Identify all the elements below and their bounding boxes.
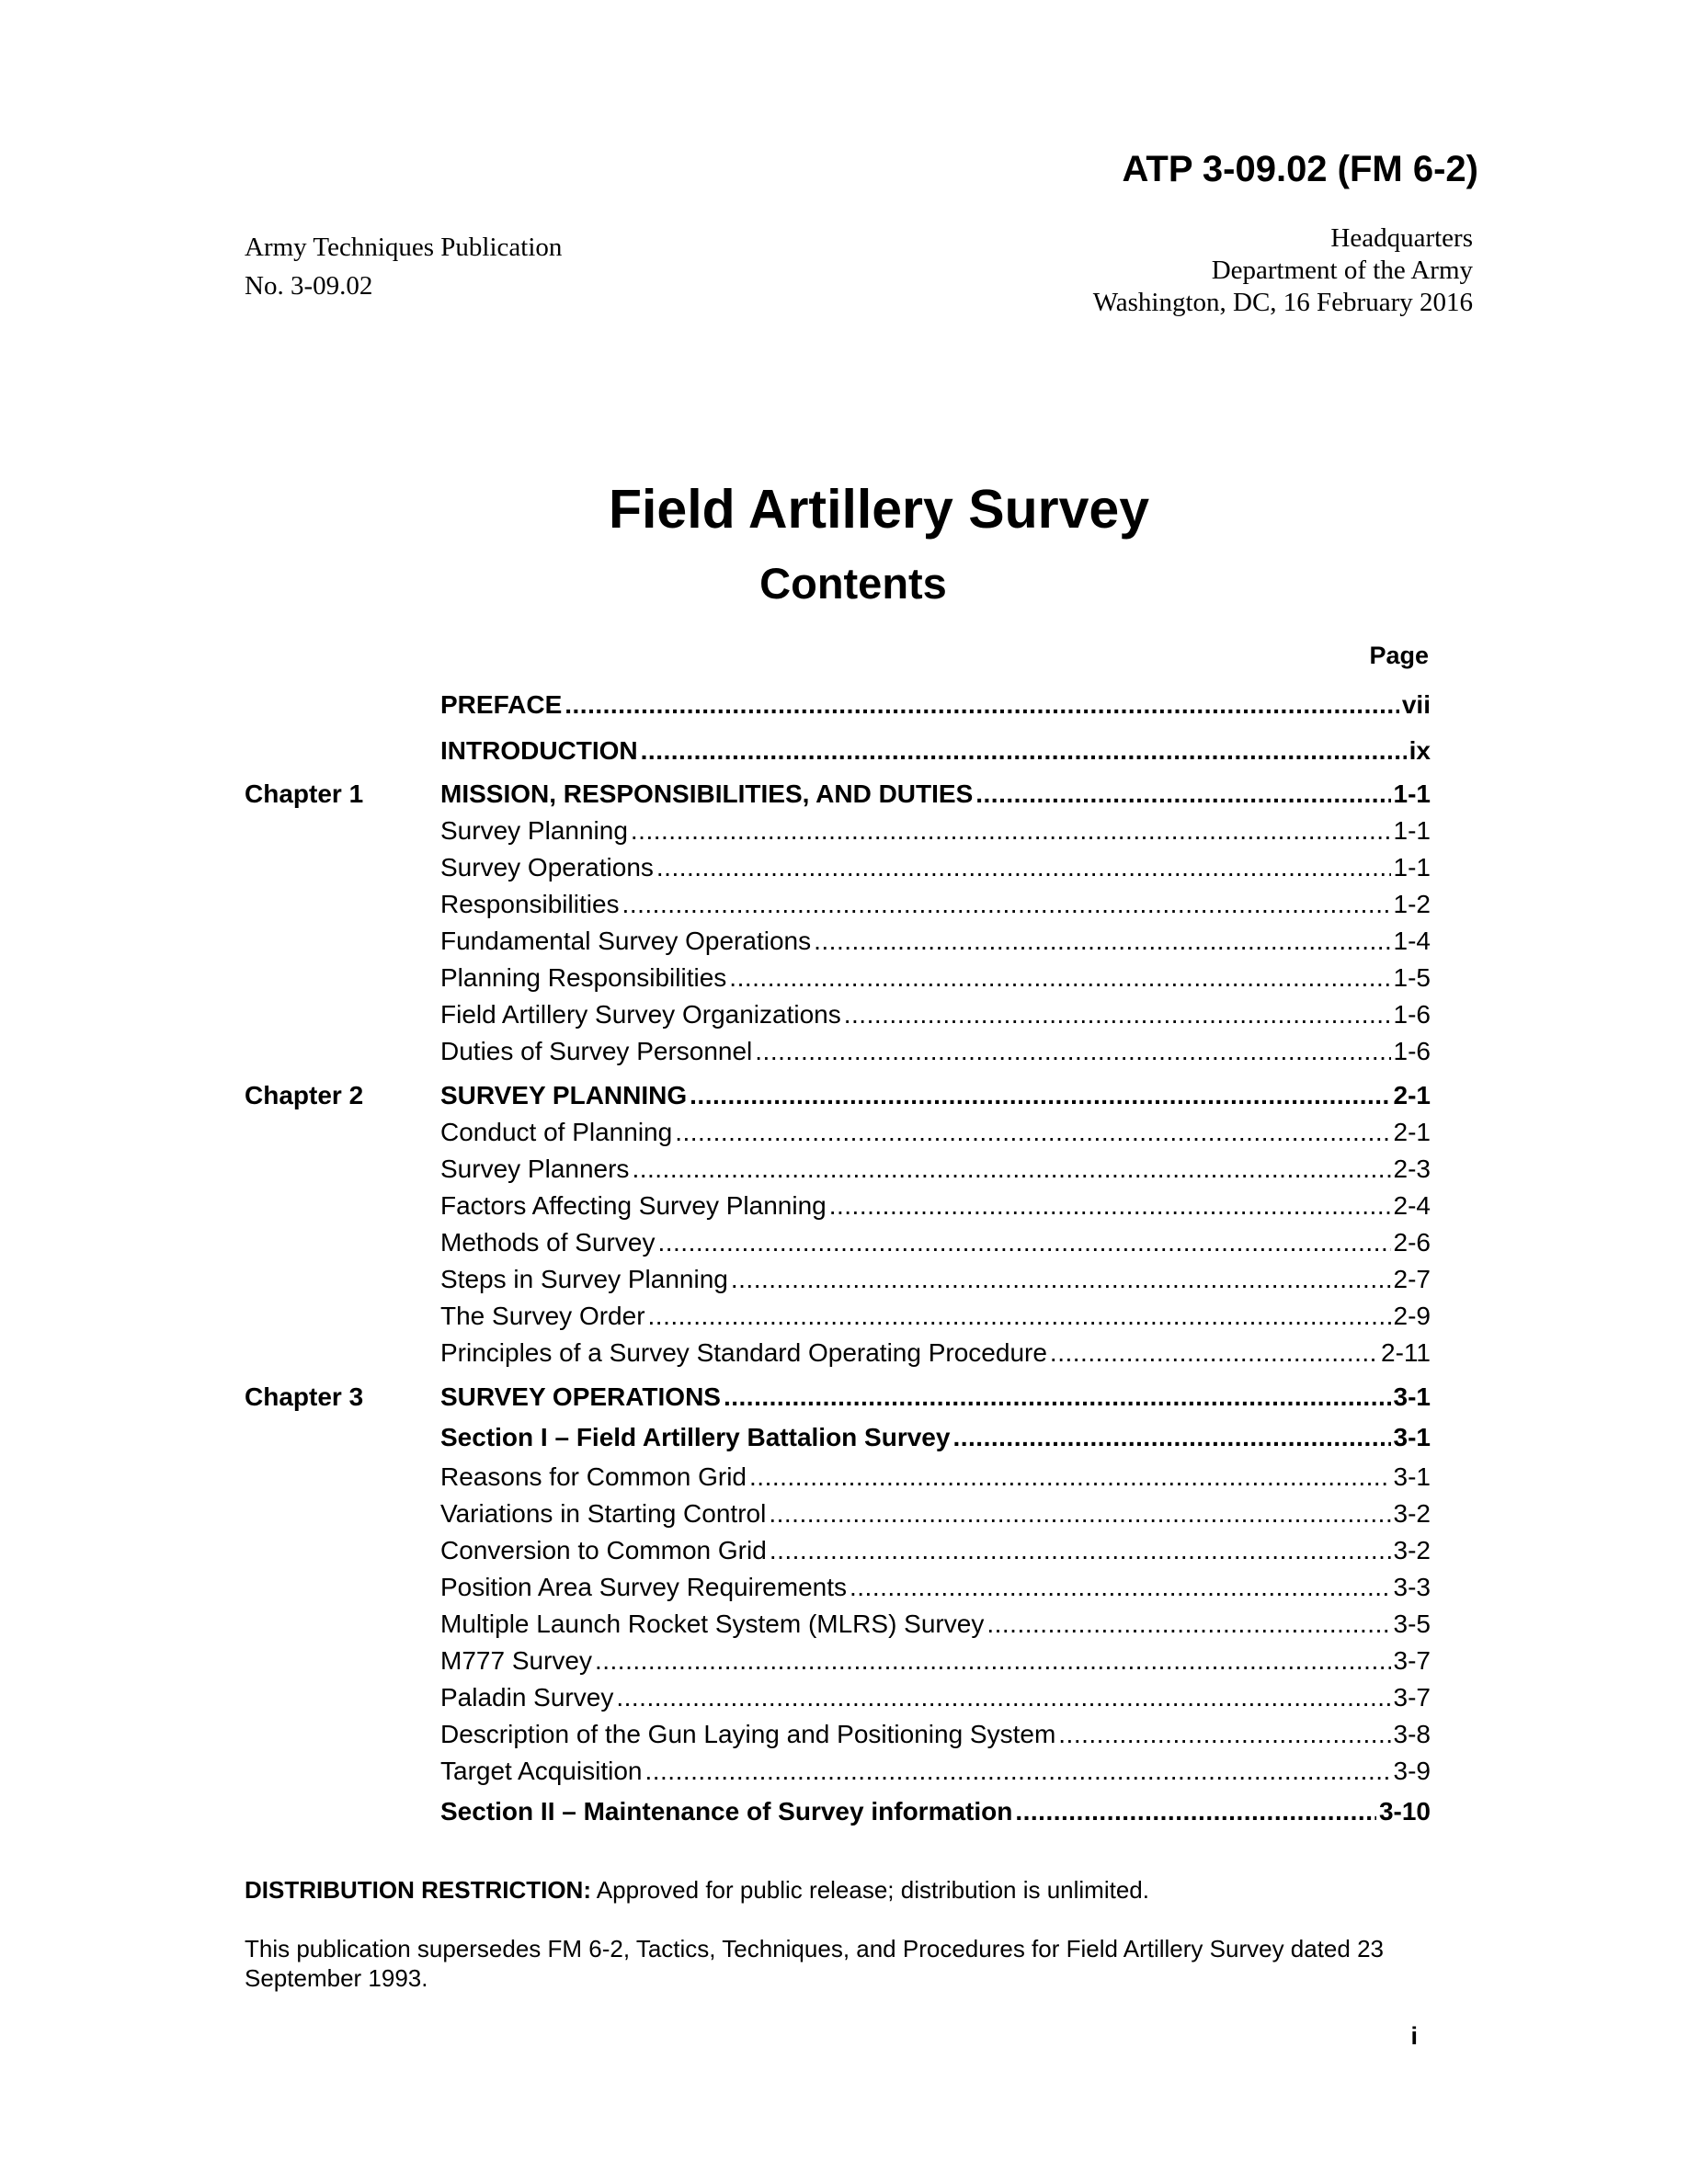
toc-leader <box>755 1033 1390 1070</box>
toc-entry-title: MISSION, RESPONSIBILITIES, AND DUTIES <box>440 779 974 808</box>
toc-entry-title: Principles of a Survey Standard Operating Procedure <box>440 1338 1047 1367</box>
headquarters-line: Headquarters <box>1330 223 1473 253</box>
toc-leader <box>749 1459 1391 1496</box>
toc-entry-page: 2-11 <box>1381 1338 1431 1367</box>
toc-leader <box>724 1379 1391 1416</box>
toc-leader <box>565 682 1399 728</box>
toc-entry[interactable] <box>440 1753 1431 1790</box>
toc-entry[interactable] <box>440 1532 1431 1569</box>
toc-entry-page: 3-7 <box>1393 1683 1431 1712</box>
department-line: Department of the Army <box>1211 256 1473 285</box>
toc-leader <box>631 813 1391 849</box>
toc-entry-title: Description of the Gun Laying and Positioning System <box>440 1720 1056 1748</box>
location-date-line: Washington, DC, 16 February 2016 <box>1092 288 1473 317</box>
toc-entry-title: Survey Planners <box>440 1155 630 1183</box>
toc-entry-page: 3-1 <box>1393 1382 1431 1411</box>
toc-entry-title: Target Acquisition <box>440 1757 643 1785</box>
toc-entry-title: Survey Operations <box>440 853 654 882</box>
toc-entry[interactable] <box>440 1606 1431 1643</box>
toc-leader <box>622 886 1391 923</box>
toc-entry-title: Survey Planning <box>440 816 628 845</box>
toc-entry-title: Multiple Launch Rocket System (MLRS) Survey <box>440 1610 985 1638</box>
toc-entry-page: 3-2 <box>1393 1536 1431 1564</box>
toc-leader <box>829 1188 1391 1224</box>
toc-leader <box>675 1114 1390 1151</box>
toc-entry-page: 3-5 <box>1393 1610 1431 1638</box>
toc-entry-page: 3-3 <box>1393 1573 1431 1601</box>
toc-leader <box>952 1416 1390 1459</box>
toc-entry[interactable] <box>440 1569 1431 1606</box>
toc-entry-title: Methods of Survey <box>440 1228 656 1257</box>
toc-entry-title: Responsibilities <box>440 890 620 918</box>
toc-entry[interactable] <box>440 1114 1431 1151</box>
toc-entry-page: ix <box>1409 736 1431 765</box>
toc-entry-title: The Survey Order <box>440 1302 645 1330</box>
toc-entry-title: Factors Affecting Survey Planning <box>440 1191 827 1220</box>
toc-entry-title: Duties of Survey Personnel <box>440 1037 753 1065</box>
toc-entry[interactable] <box>440 813 1431 849</box>
toc-entry[interactable] <box>440 1643 1431 1679</box>
toc-leader <box>769 1496 1390 1532</box>
toc-section-heading[interactable] <box>440 1416 1431 1459</box>
toc-leader <box>656 849 1391 886</box>
toc-entry-page: 1-6 <box>1393 1000 1431 1029</box>
toc-entry[interactable] <box>440 1224 1431 1261</box>
toc-entry-title: Paladin Survey <box>440 1683 614 1712</box>
toc-entry-title: M777 Survey <box>440 1646 592 1675</box>
toc-entry-title: PREFACE <box>440 690 563 719</box>
toc-leader <box>1015 1790 1376 1833</box>
toc-leader <box>1058 1716 1390 1753</box>
toc-entry-title: Fundamental Survey Operations <box>440 927 812 955</box>
page-number: i <box>1410 2022 1418 2050</box>
supersedes-notice: This publication supersedes FM 6-2, Tactics, Techniques, and Procedures for Field Artillery Survey dated 23 September 1993. <box>245 1935 1384 1992</box>
distribution-label: DISTRIBUTION RESTRICTION: <box>245 1876 591 1904</box>
toc-leader <box>731 1261 1391 1298</box>
toc-leader <box>975 776 1390 813</box>
toc-leader <box>648 1298 1391 1335</box>
toc-leader <box>641 728 1407 774</box>
toc-entry-title: Reasons for Common Grid <box>440 1462 747 1491</box>
publication-block <box>245 228 562 305</box>
toc-leader <box>814 923 1390 960</box>
toc-entry[interactable] <box>440 960 1431 996</box>
toc-entry[interactable] <box>440 1188 1431 1224</box>
toc-leader <box>987 1606 1390 1643</box>
toc-entry[interactable] <box>440 1459 1431 1496</box>
toc-entry-title: SURVEY OPERATIONS <box>440 1382 721 1411</box>
toc-entry-title: Steps in Survey Planning <box>440 1265 728 1293</box>
toc-leader <box>644 1753 1390 1790</box>
distribution-restriction <box>245 1875 1431 1905</box>
toc-entry-title: Section II – Maintenance of Survey information <box>440 1797 1013 1826</box>
toc-entry-page: 3-10 <box>1378 1797 1431 1826</box>
chapter-label: Chapter 3 <box>245 1382 364 1411</box>
toc-section-heading[interactable] <box>440 1790 1431 1833</box>
toc-entry-page: 3-7 <box>1393 1646 1431 1675</box>
toc-chapter-2 <box>245 1077 1431 1371</box>
toc-entry-title: SURVEY PLANNING <box>440 1081 688 1109</box>
toc-leader <box>632 1151 1390 1188</box>
toc-entry-title: Field Artillery Survey Organizations <box>440 1000 841 1029</box>
toc-leader <box>657 1224 1390 1261</box>
page-column-label: Page <box>1369 642 1429 669</box>
contents-heading: Contents <box>759 559 947 608</box>
toc-entry-page: 3-8 <box>1393 1720 1431 1748</box>
toc-entry-page: 2-4 <box>1393 1191 1431 1220</box>
toc-entry[interactable] <box>440 996 1431 1033</box>
toc-entry-title: Position Area Survey Requirements <box>440 1573 847 1601</box>
toc-entry-page: 2-9 <box>1393 1302 1431 1330</box>
chapter-label: Chapter 1 <box>245 779 364 808</box>
toc-leader <box>850 1569 1391 1606</box>
toc-entry[interactable] <box>440 1496 1431 1532</box>
toc-chapter-heading[interactable] <box>440 776 1431 813</box>
toc-entry-title: Planning Responsibilities <box>440 963 727 992</box>
distribution-text: Approved for public release; distribution is unlimited. <box>591 1876 1149 1904</box>
toc-entry-title: INTRODUCTION <box>440 736 638 765</box>
toc-entry-page: 1-6 <box>1393 1037 1431 1065</box>
toc-entry-introduction[interactable] <box>440 728 1431 774</box>
toc-chapter-heading[interactable] <box>440 1077 1431 1114</box>
toc-entry-title: Section I – Field Artillery Battalion Survey <box>440 1423 951 1451</box>
toc-leader <box>595 1643 1391 1679</box>
toc-entry[interactable] <box>440 1716 1431 1753</box>
toc-entry-page: 3-1 <box>1393 1423 1431 1451</box>
toc-leader <box>616 1679 1390 1716</box>
toc-entry[interactable] <box>440 923 1431 960</box>
table-of-contents <box>245 682 1431 1833</box>
toc-leader <box>844 996 1391 1033</box>
toc-leader <box>690 1077 1390 1114</box>
toc-entry-page: 2-1 <box>1393 1118 1431 1146</box>
toc-chapter-1 <box>245 776 1431 1070</box>
toc-entry-page: 2-3 <box>1393 1155 1431 1183</box>
headquarters-block <box>1093 222 1473 319</box>
toc-entry-page: 2-7 <box>1393 1265 1431 1293</box>
toc-chapter-heading[interactable] <box>440 1379 1431 1416</box>
toc-leader <box>770 1532 1391 1569</box>
toc-entry-page: 2-1 <box>1393 1081 1431 1109</box>
toc-entry-page: 1-1 <box>1393 853 1431 882</box>
document-title: Field Artillery Survey <box>608 479 1150 540</box>
toc-entry-page: 1-5 <box>1393 963 1431 992</box>
toc-entry[interactable] <box>440 1033 1431 1070</box>
toc-entry[interactable] <box>440 1151 1431 1188</box>
toc-entry[interactable] <box>440 1261 1431 1298</box>
toc-entry-page: 1-1 <box>1393 816 1431 845</box>
toc-entry[interactable] <box>440 1298 1431 1335</box>
toc-entry-preface[interactable] <box>440 682 1431 728</box>
toc-entry-title: Conduct of Planning <box>440 1118 673 1146</box>
toc-entry[interactable] <box>440 1335 1431 1371</box>
toc-front-matter <box>245 682 1431 774</box>
toc-leader <box>1050 1335 1378 1371</box>
publication-type: Army Techniques Publication <box>245 233 563 262</box>
chapter-label: Chapter 2 <box>245 1081 364 1109</box>
toc-entry-page: 1-4 <box>1393 927 1431 955</box>
toc-entry-page: vii <box>1401 690 1431 719</box>
toc-chapter-3 <box>245 1379 1431 1833</box>
publication-number: No. 3-09.02 <box>245 271 373 301</box>
toc-entry-page: 1-2 <box>1393 890 1431 918</box>
toc-entry[interactable] <box>440 849 1431 886</box>
document-id: ATP 3-09.02 (FM 6-2) <box>1122 149 1478 189</box>
toc-leader <box>729 960 1390 996</box>
toc-entry-page: 3-2 <box>1393 1499 1431 1528</box>
toc-entry-page: 1-1 <box>1393 779 1431 808</box>
toc-entry[interactable] <box>440 1679 1431 1716</box>
toc-entry-title: Conversion to Common Grid <box>440 1536 767 1564</box>
toc-entry-page: 2-6 <box>1393 1228 1431 1257</box>
toc-entry-title: Variations in Starting Control <box>440 1499 767 1528</box>
toc-entry-page: 3-9 <box>1393 1757 1431 1785</box>
toc-entry[interactable] <box>440 886 1431 923</box>
toc-entry-page: 3-1 <box>1393 1462 1431 1491</box>
